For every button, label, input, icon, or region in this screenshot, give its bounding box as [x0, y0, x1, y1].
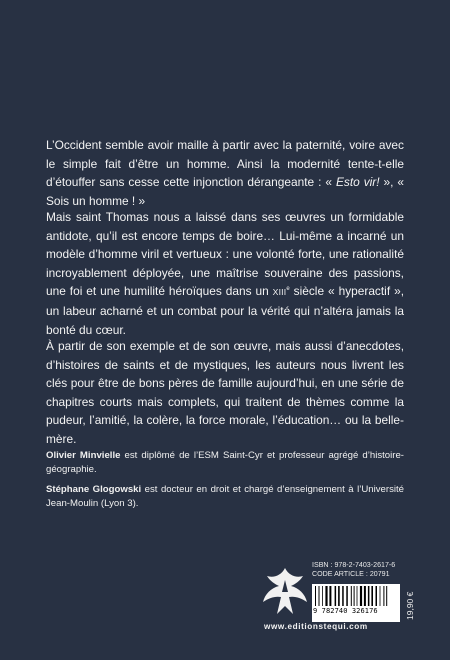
barcode-bar — [335, 586, 337, 606]
barcode-bar — [380, 586, 381, 606]
thomas-text: Mais saint Thomas nous a laissé dans ses œuvres un formidable antidote, qu’il est encore temps de boire… Lui-même a incarné un modèle d’homme viril et vertueux : une volonté forte, une rationalité incroyablement déployée, une maîtrise souveraine des passions, une foi et une humilité héroïques dans un — [46, 210, 404, 299]
author-bio-1 — [46, 449, 404, 477]
publisher-url[interactable]: www.editionstequi.com — [264, 622, 368, 631]
intro-text: L’Occident semble avoir maille à partir avec la paternité, voire avec le simple fait d’être un homme. Ainsi la modernité tente-t-elle d’étouffer sans cesse cette injonction dérangeante : « — [46, 138, 404, 190]
thomas-text-end: siècle « hyperactif », un labeur acharné et un combat pour la vérité qui n’altéra jamais la bonté du cœur. — [46, 284, 404, 337]
century-sup: e — [286, 286, 290, 293]
author-text-1: est diplômé de l’ESM Saint-Cyr et professeur agrégé d’histoire-géographie. — [46, 450, 404, 475]
isbn-number: ISBN : 978-2-7403-2617-6 — [312, 561, 396, 569]
publisher-logo-icon — [261, 566, 309, 616]
intro-italic: Esto vir! — [335, 175, 380, 190]
barcode-bar — [383, 586, 384, 606]
paragraph-summary: À partir de son exemple et de son œuvre, mais aussi d’anecdotes, d’histoires de saints et de mystiques, les auteurs nous livrent les clés pour être de bons pères de famille aujourd’hui, en une série de chapitres courts mais complets, qui traitent de thèmes comme la pudeur, l’amitié, la colère, la force morale, l’éducation… ou la belle-mère. — [46, 339, 404, 446]
barcode-bar — [364, 586, 366, 606]
intro-text-end: », « Sois un homme ! » — [46, 175, 404, 208]
barcode-bar — [329, 586, 331, 606]
barcode-bar — [338, 586, 340, 606]
barcode-digits: 9 782740 326176 — [313, 607, 378, 615]
barcode-bar — [371, 586, 373, 606]
barcode-bar — [376, 586, 378, 606]
author-name-1: Olivier Minvielle — [46, 450, 121, 461]
paragraph-saint-thomas — [46, 208, 404, 339]
barcode-bar — [368, 586, 370, 606]
barcode-bar — [315, 586, 316, 606]
barcode-bar — [325, 586, 327, 606]
price: 19,90 € — [405, 591, 415, 620]
barcode-bar — [322, 586, 323, 606]
code-article: CODE ARTICLE : 20791 — [312, 570, 390, 579]
barcode-bar — [386, 586, 387, 606]
author-name-2: Stéphane Glogowski — [46, 484, 142, 495]
barcode-bar — [351, 586, 352, 606]
barcode-bar — [354, 586, 355, 606]
author-text-2: est docteur en droit et chargé d’enseignement à l’Université Jean-Moulin (Lyon 3). — [46, 484, 404, 509]
author-bio-2 — [46, 483, 404, 511]
barcode-bar — [360, 586, 362, 606]
isbn-block — [312, 561, 395, 579]
paragraph-intro — [46, 136, 404, 210]
barcode-bar — [319, 586, 320, 606]
century-numeral: XIII — [272, 287, 287, 298]
barcode-bar — [346, 586, 348, 606]
barcode-bar — [357, 586, 358, 606]
barcode-bar — [342, 586, 344, 606]
barcode — [312, 584, 400, 622]
